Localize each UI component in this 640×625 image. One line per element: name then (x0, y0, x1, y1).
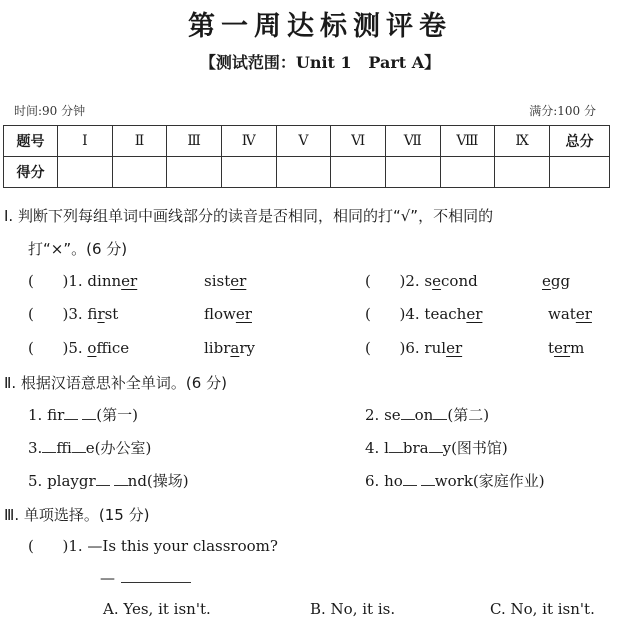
score-cell[interactable] (221, 157, 276, 188)
list-item-word2: flower (204, 305, 252, 323)
section2-title: Ⅱ. 根据汉语意思补全单词。(6 分) (4, 374, 227, 392)
score-cell[interactable] (331, 157, 386, 188)
list-item-word2: water (548, 305, 592, 323)
list-item: 4. l bra y(图书馆) (365, 439, 508, 457)
list-item: ( )2. second (365, 272, 478, 290)
section3-title: Ⅲ. 单项选择。(15 分) (4, 506, 150, 524)
list-item: ( )5. office (28, 339, 130, 357)
list-item: 5. playgr nd(操场) (28, 472, 189, 490)
table-row (4, 126, 610, 157)
list-item-word2: library (204, 339, 255, 357)
list-item: 1. fir (第一) (28, 406, 138, 424)
question-numeral: Ⅴ (276, 126, 331, 157)
question-numeral: Ⅳ (221, 126, 276, 157)
answer-line[interactable]: — (100, 569, 191, 587)
range-part: Part A (368, 53, 425, 72)
score-cell[interactable] (58, 157, 113, 188)
question-numeral: Ⅵ (331, 126, 386, 157)
score-cell[interactable] (495, 157, 550, 188)
question-numeral: Ⅲ (167, 126, 222, 157)
row-label-question: 题号 (4, 126, 58, 157)
list-item: 6. ho work(家庭作业) (365, 472, 545, 490)
score-table (3, 125, 610, 188)
question-numeral: Ⅷ (440, 126, 495, 157)
full-score: 满分:100 分 (529, 104, 596, 118)
table-row (4, 157, 610, 188)
score-cell[interactable] (167, 157, 222, 188)
list-item: ( )3. first (28, 305, 119, 323)
option-a[interactable]: A. Yes, it isn't. (103, 600, 211, 618)
question-numeral: Ⅸ (495, 126, 550, 157)
question-numeral: Ⅰ (58, 126, 113, 157)
list-item: ( )6. ruler (365, 339, 463, 357)
list-item-word2: sister (204, 272, 247, 290)
score-cell[interactable] (276, 157, 331, 188)
score-cell[interactable] (440, 157, 495, 188)
range-close: 】 (424, 53, 441, 72)
score-cell[interactable] (550, 157, 610, 188)
option-c[interactable]: C. No, it isn't. (490, 600, 595, 618)
row-label-score: 得分 (4, 157, 58, 188)
range-unit: Unit 1 (295, 53, 352, 72)
total-label: 总分 (550, 126, 610, 157)
time-limit: 时间:90 分钟 (14, 104, 86, 118)
question-numeral: Ⅶ (385, 126, 440, 157)
option-b[interactable]: B. No, it is. (310, 600, 396, 618)
question-item: ( )1. —Is this your classroom? (28, 537, 278, 555)
list-item-word2: term (548, 339, 585, 357)
question-text: —Is this your classroom? (87, 537, 278, 555)
score-cell[interactable] (385, 157, 440, 188)
list-item: 2. se on (第二) (365, 406, 490, 424)
score-cell[interactable] (112, 157, 167, 188)
list-item: ( )4. teacher (365, 305, 483, 323)
range-open: 【测试范围： (199, 53, 296, 72)
list-item: 3. ffi e(办公室) (28, 439, 152, 457)
page-title: 第一周达标测评卷 (188, 11, 452, 42)
test-range (0, 50, 640, 73)
section1-title-cont: 打“×”。(6 分) (28, 240, 128, 258)
list-item: ( )1. dinner (28, 272, 138, 290)
section1-title: Ⅰ. 判断下列每组单词中画线部分的读音是否相同，相同的打“√”，不相同的 (4, 207, 494, 225)
question-numeral: Ⅱ (112, 126, 167, 157)
list-item-word2: egg (542, 272, 571, 290)
